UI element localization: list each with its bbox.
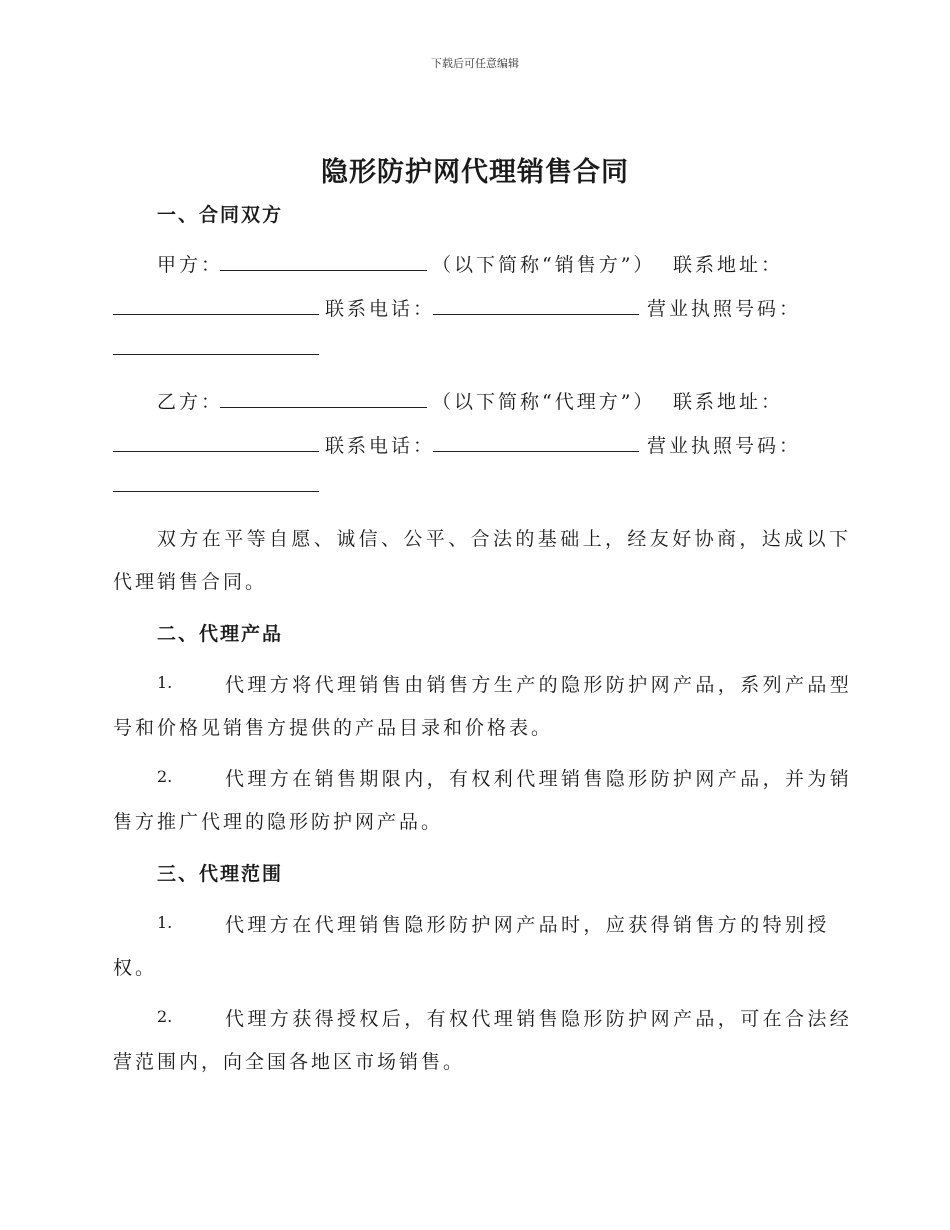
scope-item-2-line-1: 代理方获得授权后，有权代理销售隐形防护网产品，可在合法经 [225, 1008, 853, 1030]
party-b-address-blank [113, 451, 319, 452]
party-b-alias: （以下简称“代理方”） [432, 391, 656, 413]
scope-item-1-num: 1. [157, 913, 173, 932]
party-a-phone-blank [433, 314, 639, 315]
party-b-address-label: 联系地址： [673, 391, 784, 413]
scope-item-1-line-2: 权。 [113, 957, 158, 979]
intro-line-1: 双方在平等自愿、诚信、公平、合法的基础上，经友好协商，达成以下 [157, 528, 852, 550]
party-b-name-blank [220, 407, 427, 408]
document-title: 隐形防护网代理销售合同 [321, 157, 629, 188]
party-a-alias: （以下简称“销售方”） [432, 254, 656, 276]
party-a-license-label: 营业执照号码： [647, 298, 802, 320]
party-a-address-label: 联系地址： [673, 254, 784, 276]
scope-item-2-line-2: 营范围内，向全国各地区市场销售。 [113, 1051, 466, 1073]
intro-line-2: 代理销售合同。 [113, 571, 268, 593]
product-item-1-line-1: 代理方将代理销售由销售方生产的隐形防护网产品，系列产品型 [225, 674, 853, 696]
scope-item-1-line-1: 代理方在代理销售隐形防护网产品时，应获得销售方的特别授 [225, 914, 830, 936]
party-a-label: 甲方： [157, 254, 224, 276]
section-heading-parties: 一、合同双方 [157, 204, 284, 226]
product-item-2-num: 2. [157, 767, 173, 786]
header-note: 下载后可任意编辑 [431, 57, 519, 70]
section-heading-scope: 三、代理范围 [157, 863, 284, 885]
section-heading-products: 二、代理产品 [157, 623, 284, 645]
party-a-name-blank [220, 270, 427, 271]
product-item-2-line-1: 代理方在销售期限内，有权利代理销售隐形防护网产品，并为销 [225, 768, 853, 790]
party-b-phone-label: 联系电话： [325, 435, 436, 457]
party-b-label: 乙方： [157, 391, 224, 413]
party-a-address-blank [113, 314, 319, 315]
party-a-phone-label: 联系电话： [325, 298, 436, 320]
party-b-license-label: 营业执照号码： [647, 435, 802, 457]
party-a-license-blank [113, 354, 319, 355]
product-item-1-line-2: 号和价格见销售方提供的产品目录和价格表。 [113, 717, 554, 739]
scope-item-2-num: 2. [157, 1007, 173, 1026]
party-b-license-blank [113, 491, 319, 492]
party-b-phone-blank [433, 451, 639, 452]
product-item-2-line-2: 售方推广代理的隐形防护网产品。 [113, 811, 444, 833]
product-item-1-num: 1. [157, 673, 173, 692]
